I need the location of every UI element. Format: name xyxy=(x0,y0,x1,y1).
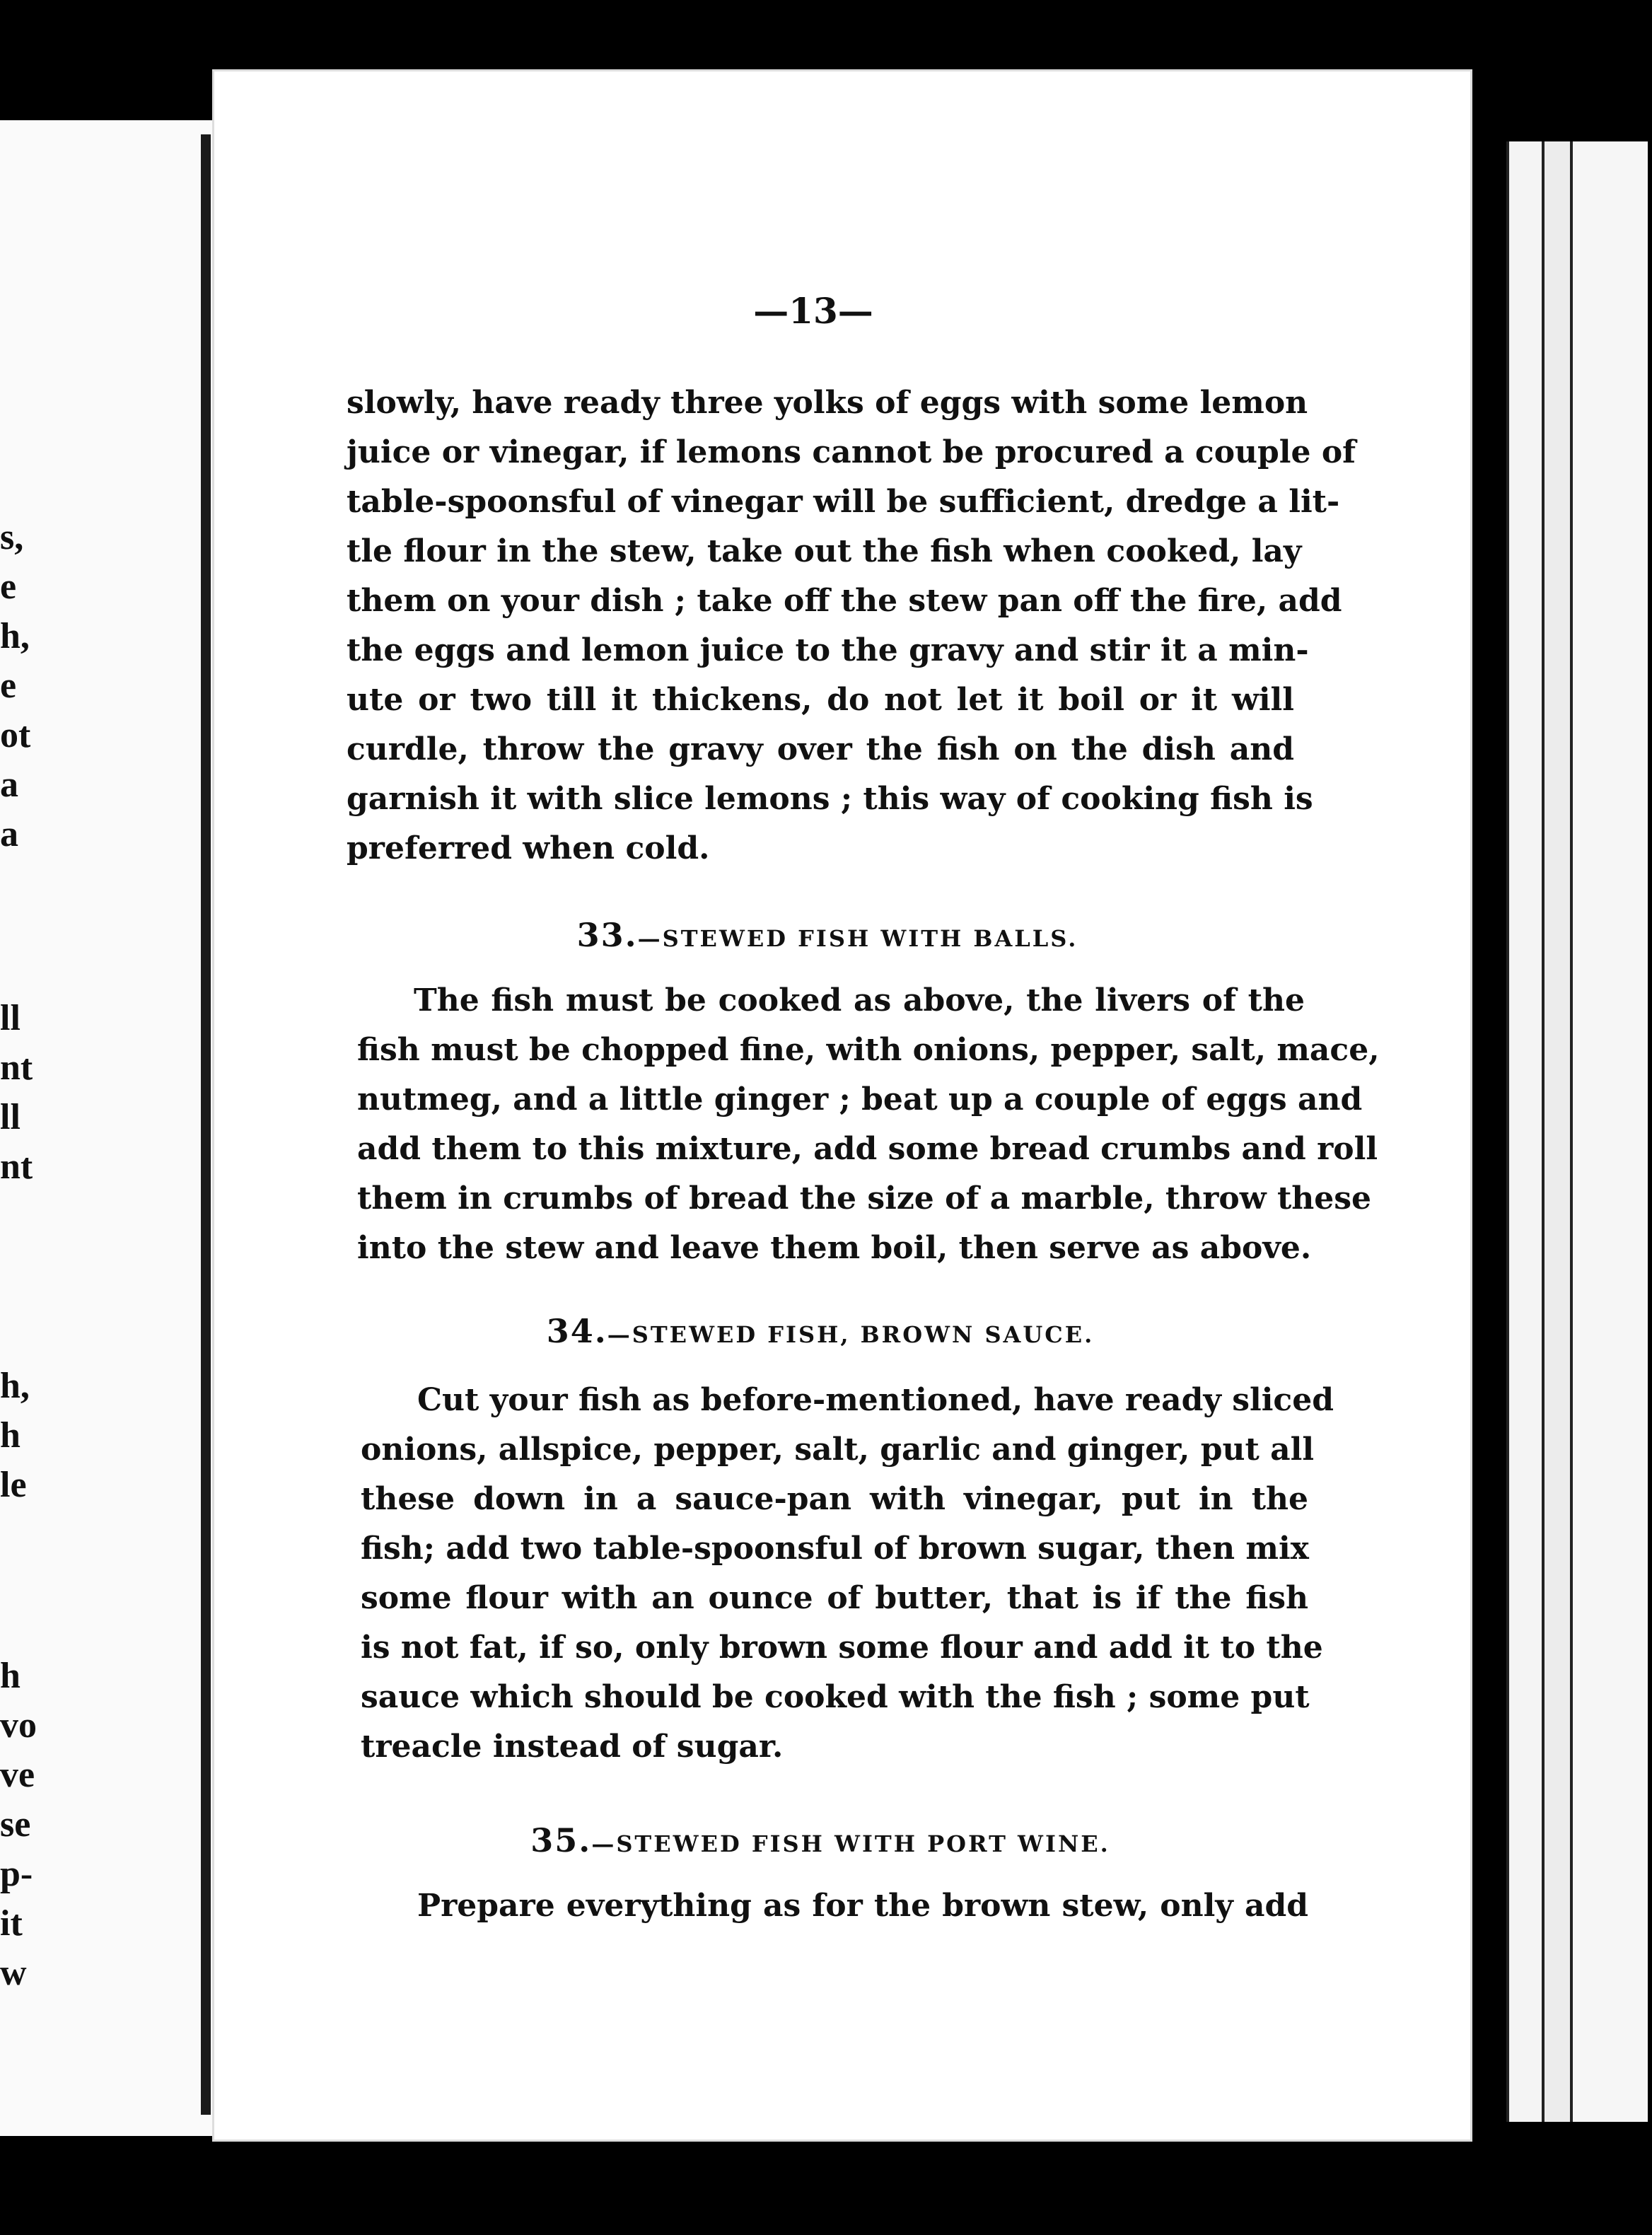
text-line: garnish it with slice lemons ; this way of cooking fish is xyxy=(347,781,1313,817)
text-line: slowly, have ready three yolks of eggs with some lemon xyxy=(347,385,1308,421)
text-line: is not fat, if so, only brown some flour and add it to the xyxy=(361,1630,1323,1666)
recipe-heading-35 xyxy=(347,1821,1294,1859)
text-line: onions, allspice, pepper, salt, garlic and ginger, put all xyxy=(361,1432,1315,1468)
left-margin-fragment: h, xyxy=(0,616,30,656)
left-margin-fragment: le xyxy=(0,1465,27,1505)
recipe-title: —STEWED FISH WITH BALLS. xyxy=(637,925,1078,952)
page-number: —13— xyxy=(753,290,873,332)
text-line: sauce which should be cooked with the fish ; some put xyxy=(361,1679,1310,1715)
text-line: some flour with an ounce of butter, that is if the fish xyxy=(361,1580,1308,1616)
text-line: ute or two till it thickens, do not let it boil or it will xyxy=(347,682,1294,718)
text-line: these down in a sauce-pan with vinegar, put in the xyxy=(361,1481,1308,1517)
recipe-body-35 xyxy=(361,1881,1308,1931)
paragraph-continuation xyxy=(347,378,1356,873)
text-line: the eggs and lemon juice to the gravy and stir it a min- xyxy=(347,632,1309,668)
text-line: add them to this mixture, add some bread crumbs and roll xyxy=(357,1131,1378,1167)
left-margin-fragment: p- xyxy=(0,1854,33,1894)
recipe-heading-34 xyxy=(347,1312,1294,1350)
recipe-number: 33. xyxy=(576,916,638,954)
recipe-number: 35. xyxy=(530,1821,592,1859)
recipe-body-34 xyxy=(361,1376,1334,1772)
left-margin-fragment: ve xyxy=(0,1755,35,1795)
left-margin-fragment: s, xyxy=(0,517,24,557)
left-margin-fragment: se xyxy=(0,1804,31,1845)
recipe-heading-33 xyxy=(354,916,1301,954)
text-line: into the stew and leave them boil, then serve as above. xyxy=(357,1230,1312,1266)
book-spine xyxy=(201,134,211,2115)
left-margin-fragment: w xyxy=(0,1953,27,1993)
recipe-body-33 xyxy=(357,976,1380,1273)
text-line: fish; add two table-spoonsful of brown sugar, then mix xyxy=(361,1531,1309,1567)
text-line: preferred when cold. xyxy=(347,830,710,866)
text-line: fish must be chopped fine, with onions, pepper, salt, mace, xyxy=(357,1032,1380,1068)
text-line: nutmeg, and a little ginger ; beat up a couple of eggs and xyxy=(357,1081,1363,1118)
left-margin-fragment: h xyxy=(0,1656,21,1696)
left-margin-fragment: vo xyxy=(0,1705,37,1746)
text-line: them on your dish ; take off the stew pan off the fire, add xyxy=(347,583,1342,619)
left-margin-fragment: ot xyxy=(0,715,31,755)
left-margin-fragment: e xyxy=(0,567,17,607)
page-edge xyxy=(1570,141,1648,2122)
left-margin-fragment: a xyxy=(0,814,18,854)
left-margin-fragment: nt xyxy=(0,1146,33,1187)
left-margin-fragment: ll xyxy=(0,1097,21,1137)
text-line: curdle, throw the gravy over the fish on the dish and xyxy=(347,731,1294,767)
text-line: juice or vinegar, if lemons cannot be procured a couple of xyxy=(347,434,1356,470)
left-margin-fragment: nt xyxy=(0,1047,33,1088)
text-line: Cut your fish as before-mentioned, have ready sliced xyxy=(417,1382,1334,1418)
left-margin-fragment: h, xyxy=(0,1366,30,1406)
text-line: table-spoonsful of vinegar will be sufficient, dredge a lit- xyxy=(347,484,1340,520)
left-margin-fragment: a xyxy=(0,765,18,805)
left-margin-fragment: it xyxy=(0,1903,23,1944)
recipe-number: 34. xyxy=(546,1312,607,1350)
recipe-title: —STEWED FISH WITH PORT WINE. xyxy=(591,1830,1110,1857)
recipe-title: —STEWED FISH, BROWN SAUCE. xyxy=(607,1321,1095,1348)
text-line: tle flour in the stew, take out the fish when cooked, lay xyxy=(347,533,1302,569)
left-margin-fragment: h xyxy=(0,1415,21,1456)
left-margin-fragment: ll xyxy=(0,998,21,1038)
text-line: The fish must be cooked as above, the livers of the xyxy=(414,982,1305,1018)
left-margin-fragment: e xyxy=(0,666,17,706)
left-page-fragment xyxy=(0,120,212,2136)
text-line: them in crumbs of bread the size of a marble, throw these xyxy=(357,1180,1372,1217)
text-line: treacle instead of sugar. xyxy=(361,1729,784,1765)
text-line: Prepare everything as for the brown stew, only add xyxy=(417,1888,1308,1924)
